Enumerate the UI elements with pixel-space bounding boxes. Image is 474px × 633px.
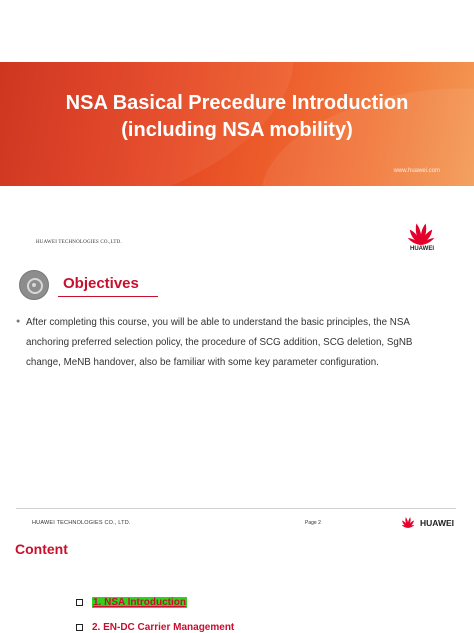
content-heading: Content — [15, 541, 68, 557]
checkbox-bullet-icon — [76, 599, 83, 606]
toc-item-endc-carrier-management[interactable] — [76, 622, 234, 633]
toc-item-label[interactable]: 1. NSA Introduction — [93, 597, 186, 608]
footer-divider — [16, 508, 456, 509]
title-slide — [0, 0, 474, 252]
huawei-flower-icon — [401, 219, 441, 247]
target-icon — [19, 270, 49, 300]
toc-item-nsa-introduction[interactable] — [76, 597, 187, 608]
huawei-logo — [401, 219, 441, 252]
objectives-heading: Objectives — [63, 275, 139, 292]
huawei-flower-icon — [399, 515, 417, 529]
footer-company-name: HUAWEI TECHNOLOGIES CO., LTD. — [32, 520, 131, 526]
huawei-logo — [399, 515, 469, 531]
bullet-icon: ● — [16, 318, 21, 325]
company-name: HUAWEI TECHNOLOGIES CO.,LTD. — [36, 240, 122, 245]
huawei-logo-text: HUAWEI — [410, 246, 434, 252]
huawei-logo-text: HUAWEI — [420, 518, 454, 528]
heading-underline — [58, 296, 158, 297]
website-text: www.huawei.com — [393, 168, 440, 174]
objectives-paragraph: After completing this course, you will be able to understand the basic principles, the NSA anchoring preferred selection policy, the procedure of SCG addition, SCG deletion, SgNB change, MeNB handover, also be familiar with some key parameter configuration. — [26, 317, 413, 368]
page-number: Page 2 — [305, 520, 321, 526]
checkbox-bullet-icon — [76, 624, 83, 631]
slide-title-line-1: NSA Basical Precedure Introduction — [65, 92, 409, 114]
toc-item-label[interactable]: 2. EN-DC Carrier Management — [92, 622, 235, 633]
slide-title-line-2: (including NSA mobility) — [121, 119, 353, 141]
